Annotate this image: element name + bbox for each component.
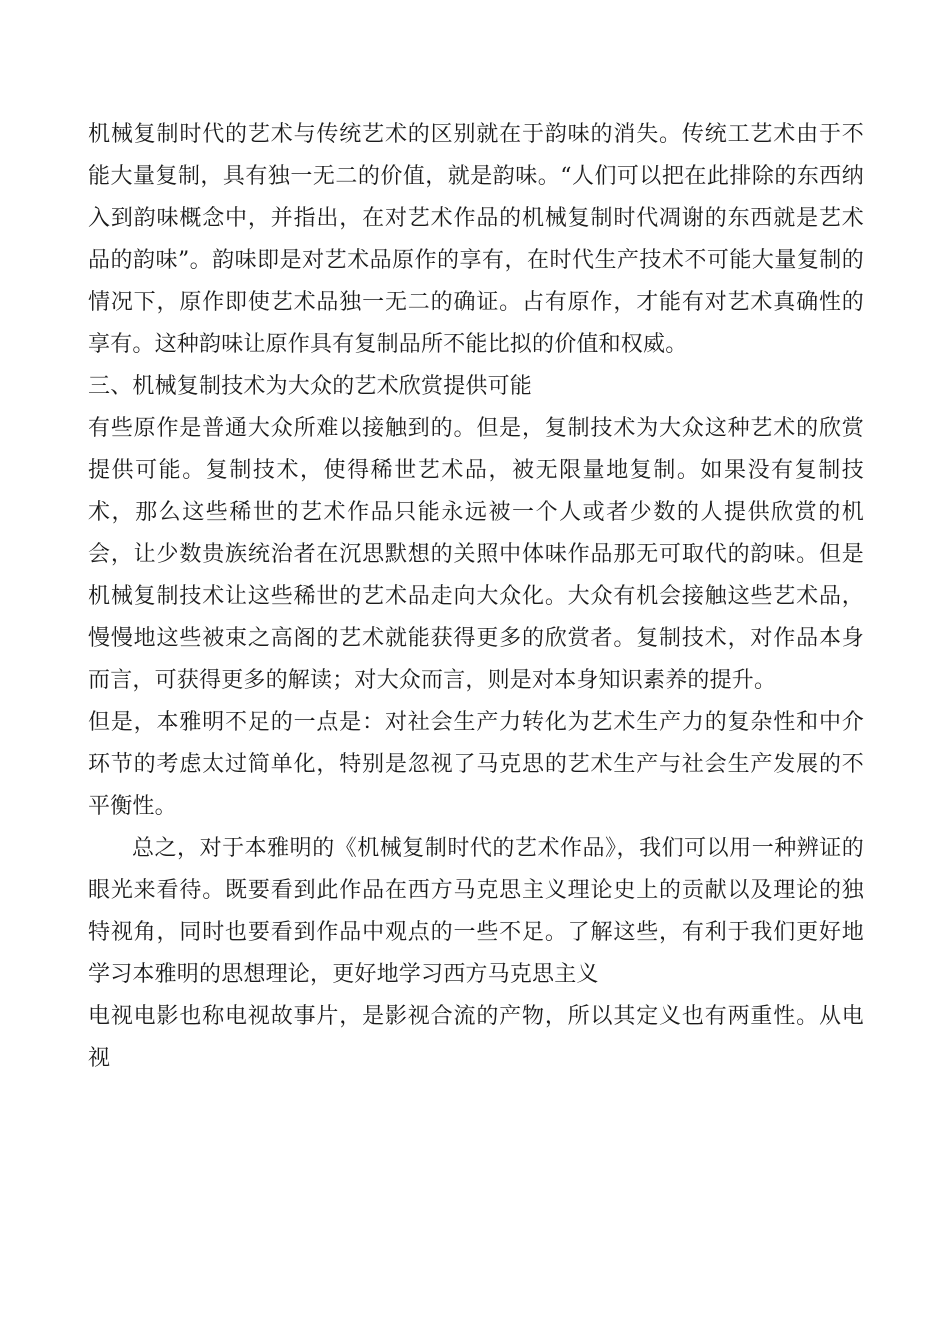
paragraph-aura-loss: 机械复制时代的艺术与传统艺术的区别就在于韵味的消失。传统工艺术由于不能大量复制，具有独一无二的价值，就是韵味。“人们可以把在此排除的东西纳入到韵味概念中，并指出，在对艺术作品的机械复制时代凋谢的东西就是艺术品的韵味”。韵味即是对艺术品原作的享有，在时代生产技术不可能大量复制的情况下，原作即使艺术品独一无二的确证。占有原作，才能有对艺术真确性的享有。这种韵味让原作具有复制品所不能比拟的价值和权威。 [88,122,864,357]
section-heading-3: 三、机械复制技术为大众的艺术欣赏提供可能 [88,374,533,399]
paragraph-shortcoming: 但是，本雅明不足的一点是：对社会生产力转化为艺术生产力的复杂性和中介环节的考虑太过简单化，特别是忽视了马克思的艺术生产与社会生产发展的不平衡性。 [88,710,864,819]
paragraph-reproduction-public: 有些原作是普通大众所难以接触到的。但是，复制技术为大众这种艺术的欣赏提供可能。复制技术，使得稀世艺术品，被无限量地复制。如果没有复制技术，那么这些稀世的艺术作品只能永远被一个人或者少数的人提供欣赏的机会，让少数贵族统治者在沉思默想的关照中体味作品那无可取代的韵味。但是机械复制技术让这些稀世的艺术品走向大众化。大众有机会接触这些艺术品，慢慢地这些被束之高阁的艺术就能获得更多的欣赏者。复制技术，对作品本身而言，可获得更多的解读；对大众而言，则是对本身知识素养的提升。 [88,416,864,693]
paragraph-conclusion: 总之，对于本雅明的《机械复制时代的艺术作品》，我们可以用一种辨证的眼光来看待。既要看到此作品在西方马克思主义理论史上的贡献以及理论的独特视角，同时也要看到作品中观点的一些不足。了解这些，有利于我们更好地学习本雅明的思想理论，更好地学习西方马克思主义 [88,836,864,987]
document-page [88,114,864,1080]
paragraph-tv-film: 电视电影也称电视故事片，是影视合流的产物，所以其定义也有两重性。从电视 [88,1004,864,1071]
